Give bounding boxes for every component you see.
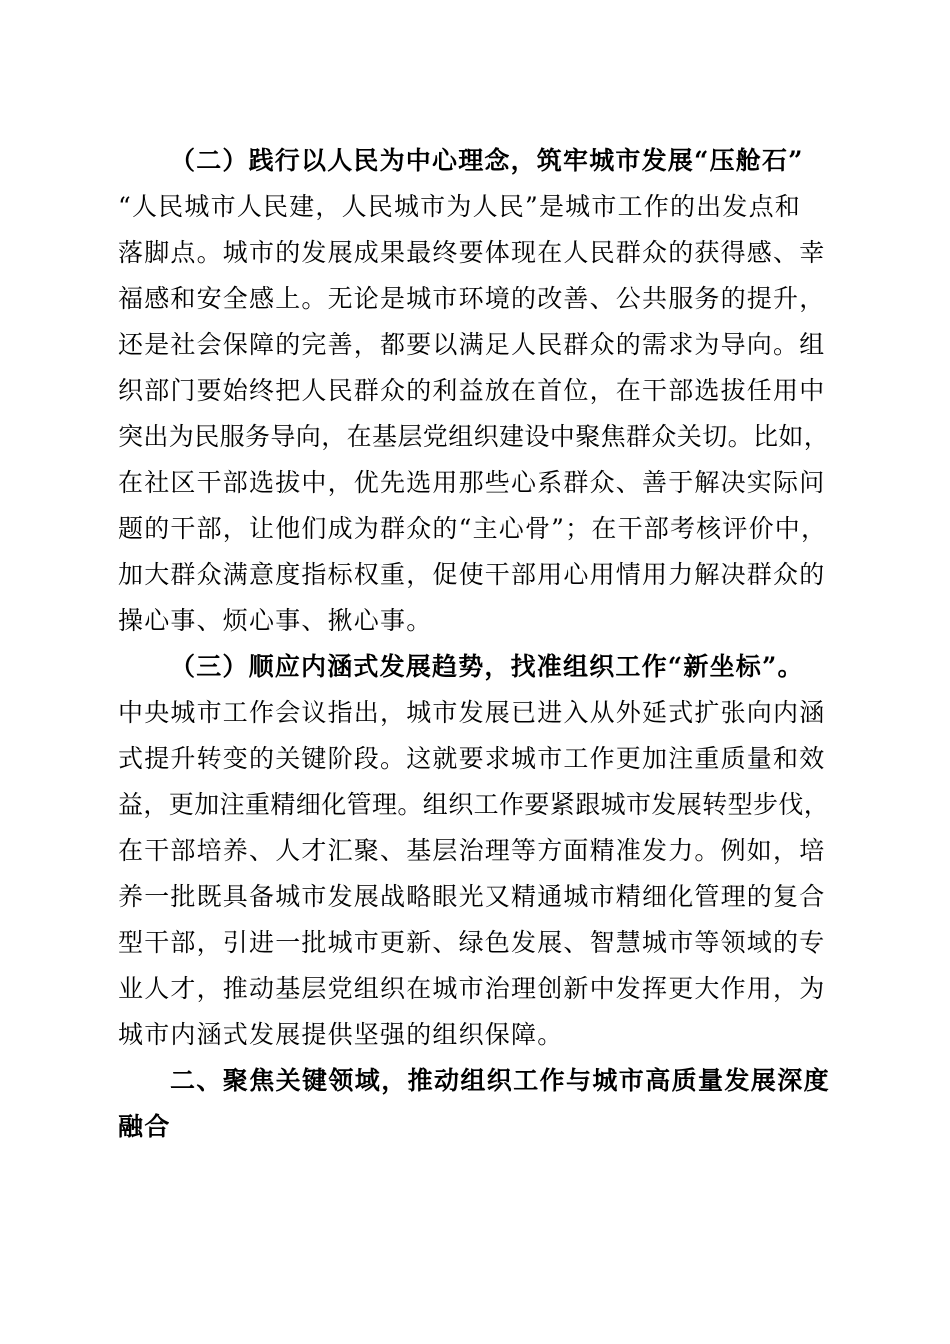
section-3-line: 中央城市工作会议指出，城市发展已进入从外延式扩张向内涵 [118,698,826,727]
section-3-heading: （三）顺应内涵式发展趋势，找准组织工作“新坐标”。 [170,652,804,681]
section-3-line: 型干部，引进一批城市更新、绿色发展、智慧城市等领域的专 [118,928,826,957]
section-2-line: 福感和安全感上。无论是城市环境的改善、公共服务的提升， [118,284,826,313]
section-2-line: 加大群众满意度指标权重，促使干部用心用情用力解决群众的 [118,560,826,589]
section-2-line: 题的干部，让他们成为群众的“主心骨”；在干部考核评价中， [118,514,828,543]
section-2-heading: （二）践行以人民为中心理念，筑牢城市发展“压舱石” [170,146,804,175]
section-2-line: 在社区干部选拔中，优先选用那些心系群众、善于解决实际问 [118,468,826,497]
section-3-line: 养一批既具备城市发展战略眼光又精通城市精细化管理的复合 [118,882,826,911]
section-3-line: 益，更加注重精细化管理。组织工作要紧跟城市发展转型步伐， [118,790,830,819]
section-2-line: 还是社会保障的完善，都要以满足人民群众的需求为导向。组 [118,330,826,359]
section-3-line: 式提升转变的关键阶段。这就要求城市工作更加注重质量和效 [118,744,826,773]
part-two-heading-continued: 融合 [118,1112,171,1141]
section-3-line: 城市内涵式发展提供坚强的组织保障。 [118,1020,564,1049]
section-2-line: 突出为民服务导向，在基层党组织建设中聚焦群众关切。比如， [118,422,830,451]
section-2-line: 落脚点。城市的发展成果最终要体现在人民群众的获得感、幸 [118,238,826,267]
section-2-line: 织部门要始终把人民群众的利益放在首位，在干部选拔任用中 [118,376,826,405]
part-two-heading: 二、聚焦关键领域，推动组织工作与城市高质量发展深度 [170,1066,831,1095]
section-2-line: 操心事、烦心事、揪心事。 [118,606,433,635]
section-2-line: “人民城市人民建，人民城市为人民”是城市工作的出发点和 [118,192,801,221]
section-3-line: 业人才，推动基层党组织在城市治理创新中发挥更大作用，为 [118,974,826,1003]
section-3-line: 在干部培养、人才汇聚、基层治理等方面精准发力。例如，培 [118,836,826,865]
